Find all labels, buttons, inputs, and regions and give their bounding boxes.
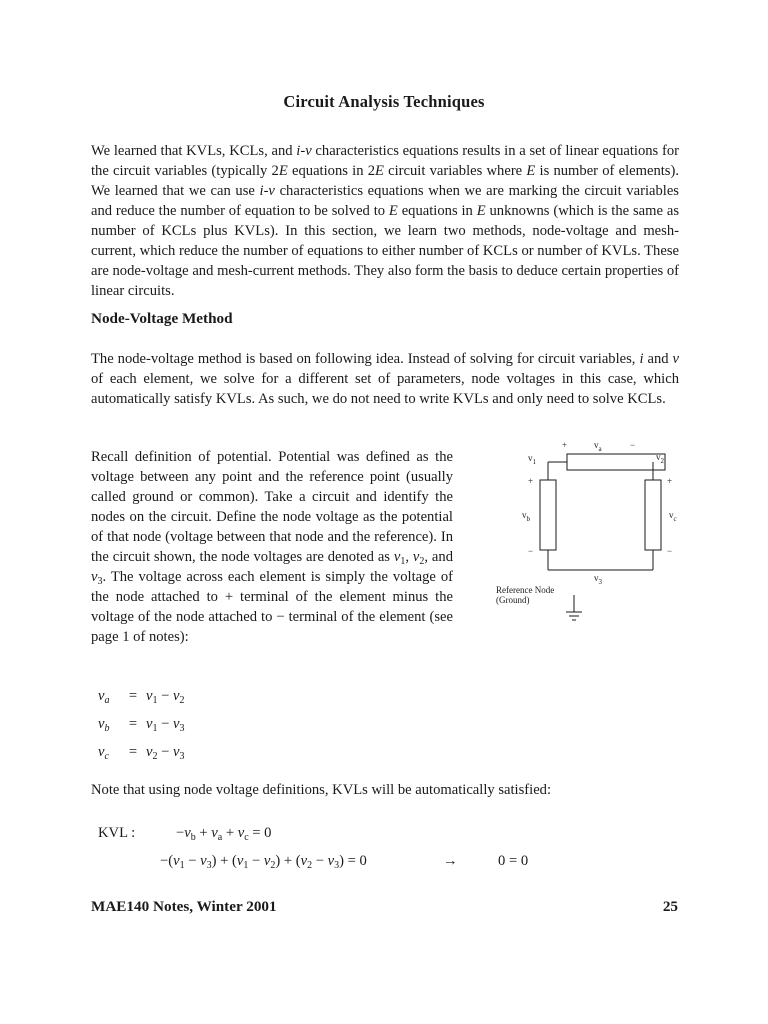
math-var: v [98,744,105,760]
math-var: E [278,163,288,179]
kvl-label: KVL : [98,825,136,841]
math-var: v [91,569,98,585]
va-label: $v_a$ [594,440,602,453]
operator: − [157,716,174,732]
text: characteristics equations when we are marking the circuit variables and reduce the number of equation to be solved to [91,183,679,219]
text: The node-voltage method is based on following idea. Instead of solving for circuit variables, [91,351,640,367]
equals: = [128,688,138,704]
resistor-c [645,480,661,550]
subscript: 1 [152,723,158,734]
equals: = [128,744,138,760]
text: characteristics equations results in a set of linear equations for the circuit variables (typically 2 [91,143,679,179]
text: equations in 2 [287,163,375,179]
kvl-result: 0 = 0 [498,853,529,869]
math-var: v [173,744,180,760]
text: , and [424,549,454,565]
subscript: b [104,723,110,734]
equation-vc [98,742,185,770]
math-var: v [146,716,153,732]
resistor-b [540,480,556,550]
math-var: i-v [296,143,312,159]
math-var: v [98,688,105,704]
subscript: 2 [179,695,185,706]
math-var: v [672,351,680,367]
reference-node-label: Reference Node [496,585,555,595]
math-var: i [639,351,644,367]
v3-label: $v_3$ [594,573,602,586]
section-heading: Node-Voltage Method [91,310,233,327]
vc-label: $v_c$ [669,510,677,523]
math-var: v [146,744,153,760]
text: Recall definition of potential. Potential was defined as the voltage between any point and the reference point (usually called ground or common). Take a circuit and identify the nodes on the circuit. Define the node voltage as the potential of that node (voltage between that node and the reference). In the circuit shown, the node voltages are denoted as [91,449,453,565]
equation-vb [98,714,185,742]
math-var: E [476,203,486,219]
vc-minus: − [667,546,673,556]
kvl-equation-2: $-(v_1 - v_3) + (v_1 - v_2) + (v_2 - v_3) = 0$ [160,853,367,871]
v1-label: $v_1$ [528,453,536,466]
math-var: v [98,716,105,732]
equals: = [128,716,138,732]
resistor-a [567,454,665,470]
vb-label: $v_b$ [522,510,530,523]
subscript: 2 [419,556,425,567]
text: equations in [397,203,477,219]
math-var: v [173,688,180,704]
footer-course: MAE140 Notes, Winter 2001 [91,898,277,915]
va-minus: − [630,440,636,450]
text: . The voltage across each element is simply the voltage of the node attached to + terminal of the element minus the voltage of the node attached to − terminal of the element (see page 1 of notes): [91,569,453,645]
va-plus: + [562,440,568,450]
v2-label: $v_2$ [656,452,664,465]
potential-paragraph [91,447,453,647]
operator: − [157,688,174,704]
intro-paragraph [91,141,679,301]
subscript: 3 [179,751,185,762]
vb-plus: + [528,476,534,486]
math-var: v [393,549,401,565]
page-number: 25 [662,898,678,915]
subscript: 3 [97,576,103,587]
subscript: c [104,751,109,762]
text: We learned that KVLs, KCLs, and [91,143,297,159]
math-var: E [526,163,536,179]
vb-minus: − [528,546,534,556]
math-var: E [388,203,398,219]
subscript: 1 [400,556,406,567]
subscript: 3 [179,723,185,734]
equation-va [98,686,185,714]
page-title: Circuit Analysis Techniques [283,92,485,111]
text: of each element, we solve for a different set of parameters, node voltages in this case, which automatically satisfy KVLs. As such, we do not need to write KVLs and only need to solve KCLs. [91,371,679,407]
text: circuit variables where [383,163,527,179]
math-var: v [146,688,153,704]
math-var: v [412,549,420,565]
subscript: 2 [152,751,158,762]
vc-plus: + [667,476,673,486]
operator: − [157,744,174,760]
kvl-note: Note that using node voltage definitions, KVLs will be automatically satisfied: [91,782,552,798]
voltage-equations [98,686,185,770]
math-var: v [173,716,180,732]
text: unknowns (which is the same as number of KCLs plus KVLs). In this section, we learn two methods, node-voltage and mesh-current, which reduce the number of equations to either number of KCLs or number of KVLs. These are node-voltage and mesh-current methods. They also form the basis to deduce certain properties of linear circuits. [91,203,679,299]
text: and [643,351,673,367]
text: , [405,549,413,565]
circuit-diagram [480,432,700,632]
math-var: E [375,163,384,179]
text: is number of elements). We learned that we can use [91,163,679,199]
ground-label: (Ground) [496,595,530,605]
right-arrow-icon: → [443,853,458,869]
subscript: a [104,695,110,706]
node-voltage-intro [91,349,679,409]
kvl-equation-1: $-v_b + v_a + v_c = 0$ [176,825,272,843]
math-var: i-v [259,183,275,199]
subscript: 1 [152,695,158,706]
